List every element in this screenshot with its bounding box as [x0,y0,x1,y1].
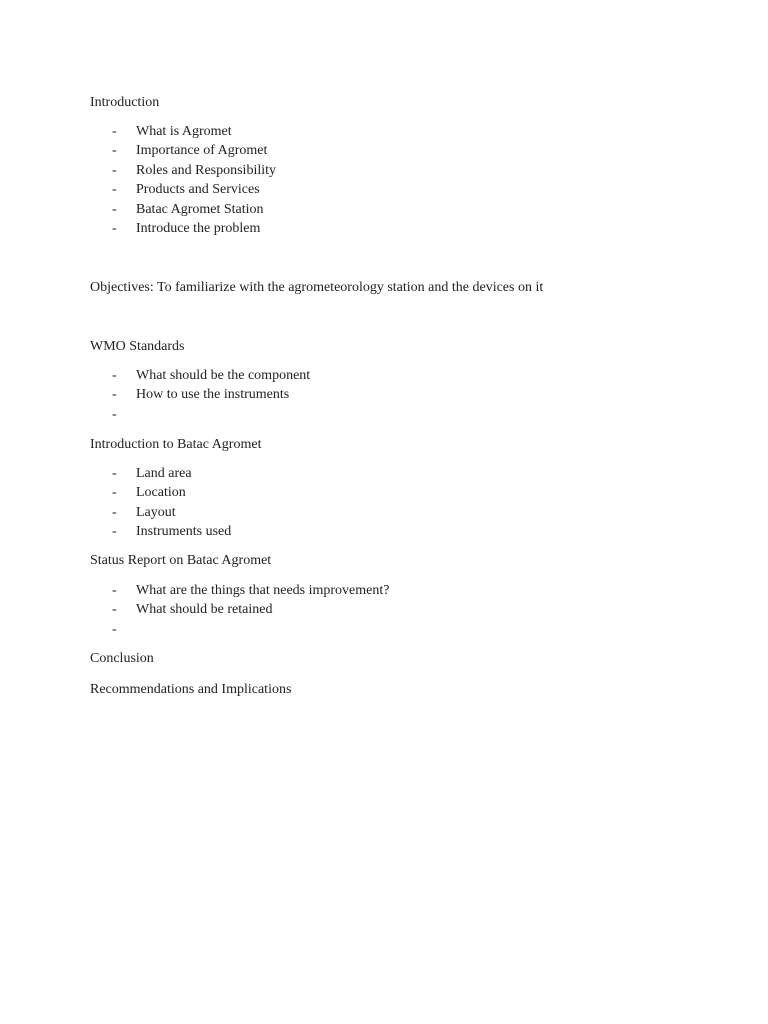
heading-intro-batac: Introduction to Batac Agromet [90,437,262,452]
list-item-text: Layout [136,504,176,520]
list-bullet: - [112,524,117,540]
objectives-text: Objectives: To familiarize with the agrometeorology station and the devices on it [90,280,544,295]
list-bullet: - [112,406,117,422]
list-item-text: Batac Agromet Station [136,201,264,217]
heading-introduction: Introduction [90,95,160,110]
list-item-text: Location [136,485,186,501]
heading-recommendations: Recommendations and Implications [90,682,292,697]
list-bullet: - [112,220,117,236]
list-item-text: Products and Services [136,182,260,198]
list-item-text: What should be the component [136,368,311,383]
list-item-text: What is Agromet [136,124,232,139]
heading-conclusion: Conclusion [90,651,154,666]
list-item-text: Roles and Responsibility [136,162,276,178]
list-item-text: What are the things that needs improvement? [136,583,390,598]
list-item-text: Importance of Agromet [136,143,268,159]
list-item-text: Land area [136,466,192,481]
list-item-text: What should be retained [136,602,273,618]
list-bullet: - [112,143,117,159]
list-item-text: Instruments used [136,524,232,540]
list-bullet: - [112,583,117,598]
list-item-text: Introduce the problem [136,220,261,236]
list-bullet: - [112,387,117,403]
list-bullet: - [112,124,117,139]
list-bullet: - [112,504,117,520]
list-bullet: - [112,368,117,383]
list-bullet: - [112,162,117,178]
list-bullet: - [112,201,117,217]
list-item-text: How to use the instruments [136,387,290,403]
list-bullet: - [112,485,117,501]
list-bullet: - [112,182,117,198]
list-bullet: - [112,621,117,637]
list-bullet: - [112,466,117,481]
heading-wmo-standards: WMO Standards [90,339,185,354]
heading-status-report: Status Report on Batac Agromet [90,553,272,568]
list-bullet: - [112,602,117,618]
